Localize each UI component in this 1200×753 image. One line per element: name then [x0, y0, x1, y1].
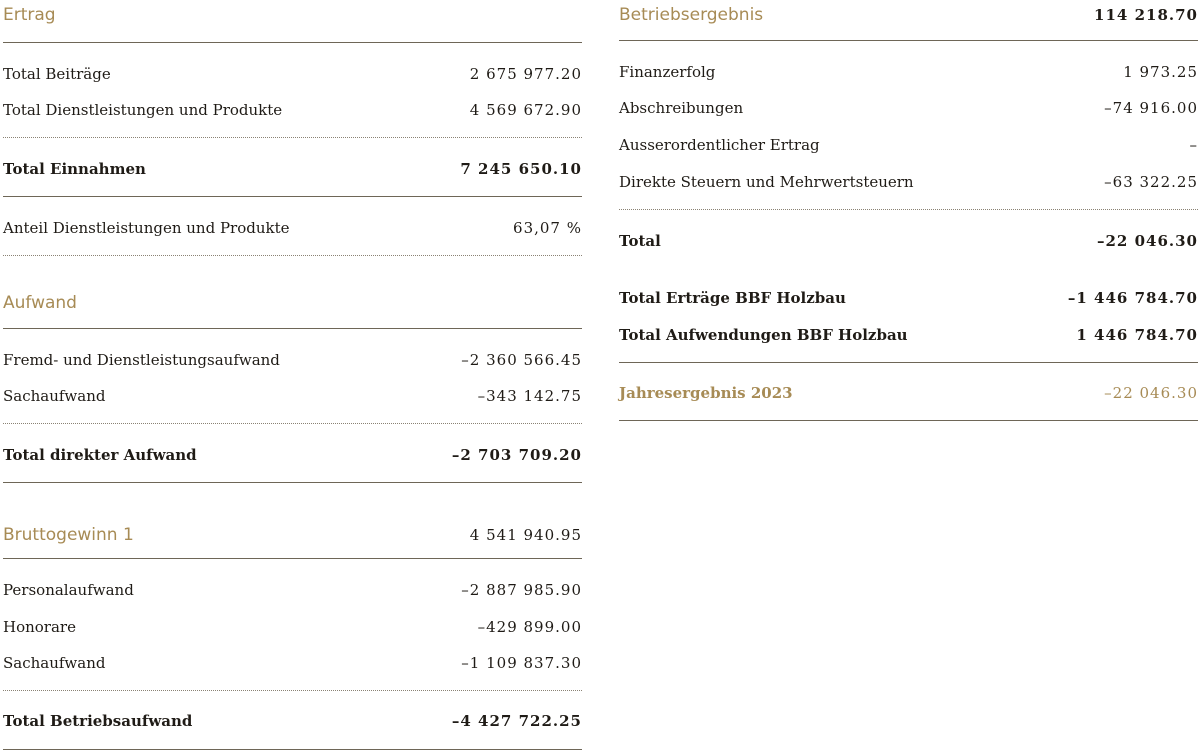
row-label: Ausserordentlicher Ertrag [619, 136, 820, 154]
total-row [3, 709, 582, 733]
divider [3, 423, 582, 424]
section-title: Betriebsergebnis [619, 5, 764, 25]
section-value: 4 541 940.95 [469, 526, 582, 544]
section-heading-bruttogewinn [3, 523, 582, 547]
section-value: 114 218.70 [1094, 6, 1198, 24]
total-row [619, 229, 1198, 253]
total-row [3, 443, 582, 467]
divider [3, 196, 582, 197]
table-row [619, 170, 1198, 194]
total-row [3, 157, 582, 181]
divider [619, 40, 1198, 41]
divider [3, 482, 582, 483]
table-row [619, 96, 1198, 120]
row-value: –429 899.00 [477, 618, 582, 636]
annual-result-value: –22 046.30 [1104, 384, 1198, 402]
table-row [619, 60, 1198, 84]
total-label: Total direkter Aufwand [3, 446, 197, 464]
divider [3, 558, 582, 559]
row-label: Total Beiträge [3, 65, 111, 83]
table-row [3, 348, 582, 372]
annual-result-row [619, 381, 1198, 405]
divider [3, 328, 582, 329]
row-label: Total Dienstleistungen und Produkte [3, 101, 283, 119]
row-label: Sachaufwand [3, 654, 106, 672]
section-heading-aufwand [3, 291, 582, 315]
row-label: Abschreibungen [619, 99, 744, 117]
row-label: Direkte Steuern und Mehrwertsteuern [619, 173, 914, 191]
total-label: Total Erträge BBF Holzbau [619, 289, 846, 307]
divider [619, 420, 1198, 421]
total-row [619, 323, 1198, 347]
total-value: –1 446 784.70 [1067, 289, 1198, 307]
divider [3, 42, 582, 43]
section-heading-ertrag [3, 3, 582, 27]
row-value: –2 360 566.45 [461, 351, 582, 369]
total-label: Total Betriebsaufwand [3, 712, 193, 730]
table-row [3, 62, 582, 86]
section-title: Bruttogewinn 1 [3, 525, 134, 545]
row-value: –2 887 985.90 [461, 581, 582, 599]
total-value: –4 427 722.25 [451, 712, 582, 730]
divider [619, 209, 1198, 210]
section-title: Aufwand [3, 293, 77, 313]
total-label: Total [619, 232, 661, 250]
total-value: 1 446 784.70 [1076, 326, 1198, 344]
row-label: Honorare [3, 618, 76, 636]
row-label: Personalaufwand [3, 581, 134, 599]
row-value: –1 109 837.30 [461, 654, 582, 672]
section-heading-betriebsergebnis [619, 3, 1198, 27]
row-value: 2 675 977.20 [469, 65, 582, 83]
row-value: –63 322.25 [1104, 173, 1198, 191]
total-value: –2 703 709.20 [451, 446, 582, 464]
row-value: 1 973.25 [1123, 63, 1198, 81]
row-label: Sachaufwand [3, 387, 106, 405]
divider [619, 362, 1198, 363]
row-label: Anteil Dienstleistungen und Produkte [3, 219, 290, 237]
row-value: 4 569 672.90 [469, 101, 582, 119]
divider [3, 749, 582, 750]
divider [3, 137, 582, 138]
table-row [3, 98, 582, 122]
table-row [3, 384, 582, 408]
total-label: Total Einnahmen [3, 160, 146, 178]
total-label: Total Aufwendungen BBF Holzbau [619, 326, 908, 344]
divider [3, 255, 582, 256]
table-row [3, 651, 582, 675]
total-value: –22 046.30 [1096, 232, 1198, 250]
row-value: 63,07 % [513, 219, 582, 237]
total-row [619, 286, 1198, 310]
table-row [3, 216, 582, 240]
table-row [3, 578, 582, 602]
row-value: –74 916.00 [1104, 99, 1198, 117]
table-row [619, 133, 1198, 157]
total-value: 7 245 650.10 [460, 160, 582, 178]
row-label: Fremd- und Dienstleistungsaufwand [3, 351, 280, 369]
row-value: –343 142.75 [477, 387, 582, 405]
section-title: Ertrag [3, 5, 56, 25]
annual-result-label: Jahresergebnis 2023 [619, 384, 793, 402]
divider [3, 690, 582, 691]
row-value: – [1189, 136, 1198, 154]
table-row [3, 615, 582, 639]
row-label: Finanzerfolg [619, 63, 716, 81]
